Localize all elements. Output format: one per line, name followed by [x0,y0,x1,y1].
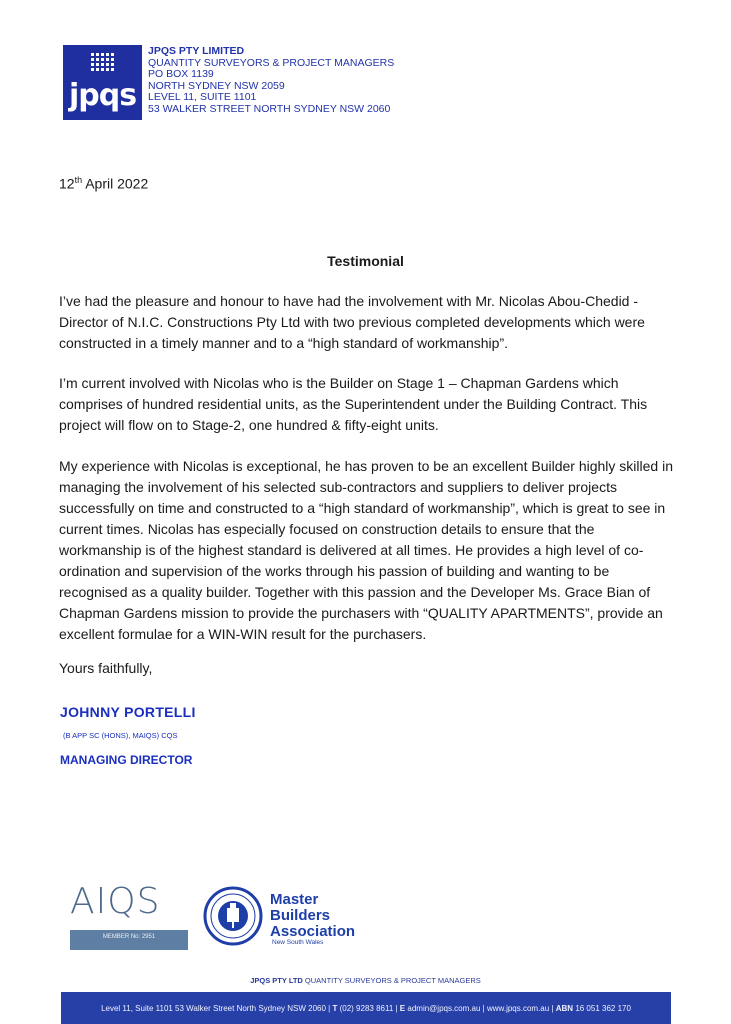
date-day: 12 [59,175,75,192]
footer-contact-line: Level 11, Suite 1101 53 Walker Street North Sydney NSW 2060 | T (02) 9283 8611 | E admin@jpqs.com.au | www.jpqs.com.au | ABN 16 051 362 170 [101,1004,631,1013]
aiqs-wordmark: AIQS [70,881,161,922]
closing-salutation: Yours faithfully, [59,660,153,676]
company-level: LEVEL 11, SUITE 1101 [148,91,257,104]
date-rest: April 2022 [82,175,149,192]
paragraph-2: I’m current involved with Nicolas who is the Builder on Stage 1 – Chapman Gardens which comprises of hundred residential units, as the Superintendent under the Building Contract. This project will flow on to Stage-2, one hundred & fifty-eight units. [59,375,648,433]
footer-company-tagline: QUANTITY SURVEYORS & PROJECT MANAGERS [302,976,481,985]
signatory-role: MANAGING DIRECTOR [60,753,193,767]
company-name: JPQS PTY LIMITED [148,45,245,57]
aiqs-member-number: MEMBER No: 2951 [102,934,156,940]
footer-email-label: E [399,1004,406,1013]
letter-date [59,175,148,192]
footer-phone-label: T [332,1004,338,1013]
logo-text: jpqs [69,78,137,113]
footer-company-title [0,976,731,985]
company-tagline: QUANTITY SURVEYORS & PROJECT MANAGERS [148,56,395,69]
aiqs-logo [70,881,190,952]
mba-seal-icon [203,886,263,946]
mba-line-2: Builders [270,907,331,924]
letter-title: Testimonial [327,253,404,269]
date-suffix: th [74,175,83,185]
aiqs-member-bar [70,930,188,950]
mba-wordmark [270,892,355,940]
footer-address: Level 11, Suite 1101 53 Walker Street North Sydney NSW 2060 [101,1004,326,1013]
jpqs-logo [63,45,142,120]
signatory-qualifications: (B APP SC (HONS), MAIQS) CQS [63,731,178,740]
company-street: 53 WALKER STREET NORTH SYDNEY NSW 2060 [148,102,391,115]
footer-phone: (02) 9283 8611 [339,1004,394,1013]
mba-line-3: Association [270,923,356,940]
company-po-box: PO BOX 1139 [148,68,214,81]
footer-abn: 16 051 362 170 [575,1004,631,1013]
paragraph-3: My experience with Nicolas is exceptional, he has proven to be an excellent Builder highly skilled in managing the involvement of his selected sub-contractors and suppliers to deliver projects successfully on time and constructed to a “high standard of workmanship”, which is great to see in current times. Nicolas has especially focused on construction details to ensure that the workmanship is of the highest standard is delivered at all times. He provides a high level of co-ordination and supervision of the works through his passion of building and wanting to be recognised as a quality builder. Together with this passion and the Developer Ms. Grace Bian of Chapman Gardens mission to provide the purchasers with “QUALITY APARTMENTS”, provide an excellent formulae for a WIN-WIN result for the purchasers. [59,458,673,642]
footer-email: admin@jpqs.com.au [407,1004,481,1013]
mba-region: New South Wales [272,939,324,946]
footer-website: www.jpqs.com.au [486,1004,550,1013]
logo-grid-icon [91,53,114,73]
footer-abn-label: ABN [555,1004,574,1013]
footer-company-name: JPQS PTY LTD [250,976,303,985]
signatory-name: JOHNNY PORTELLI [60,704,196,720]
company-details [148,46,394,116]
paragraph-1: I’ve had the pleasure and honour to have had the involvement with Mr. Nicolas Abou-Chedid - Director of N.I.C. Constructions Pty Ltd with two previous completed developments which were constructed in a timely manner and to a “high standard of workmanship”. [59,293,645,351]
mba-line-1: Master [270,891,319,908]
company-po-suburb: NORTH SYDNEY NSW 2059 [148,79,285,92]
